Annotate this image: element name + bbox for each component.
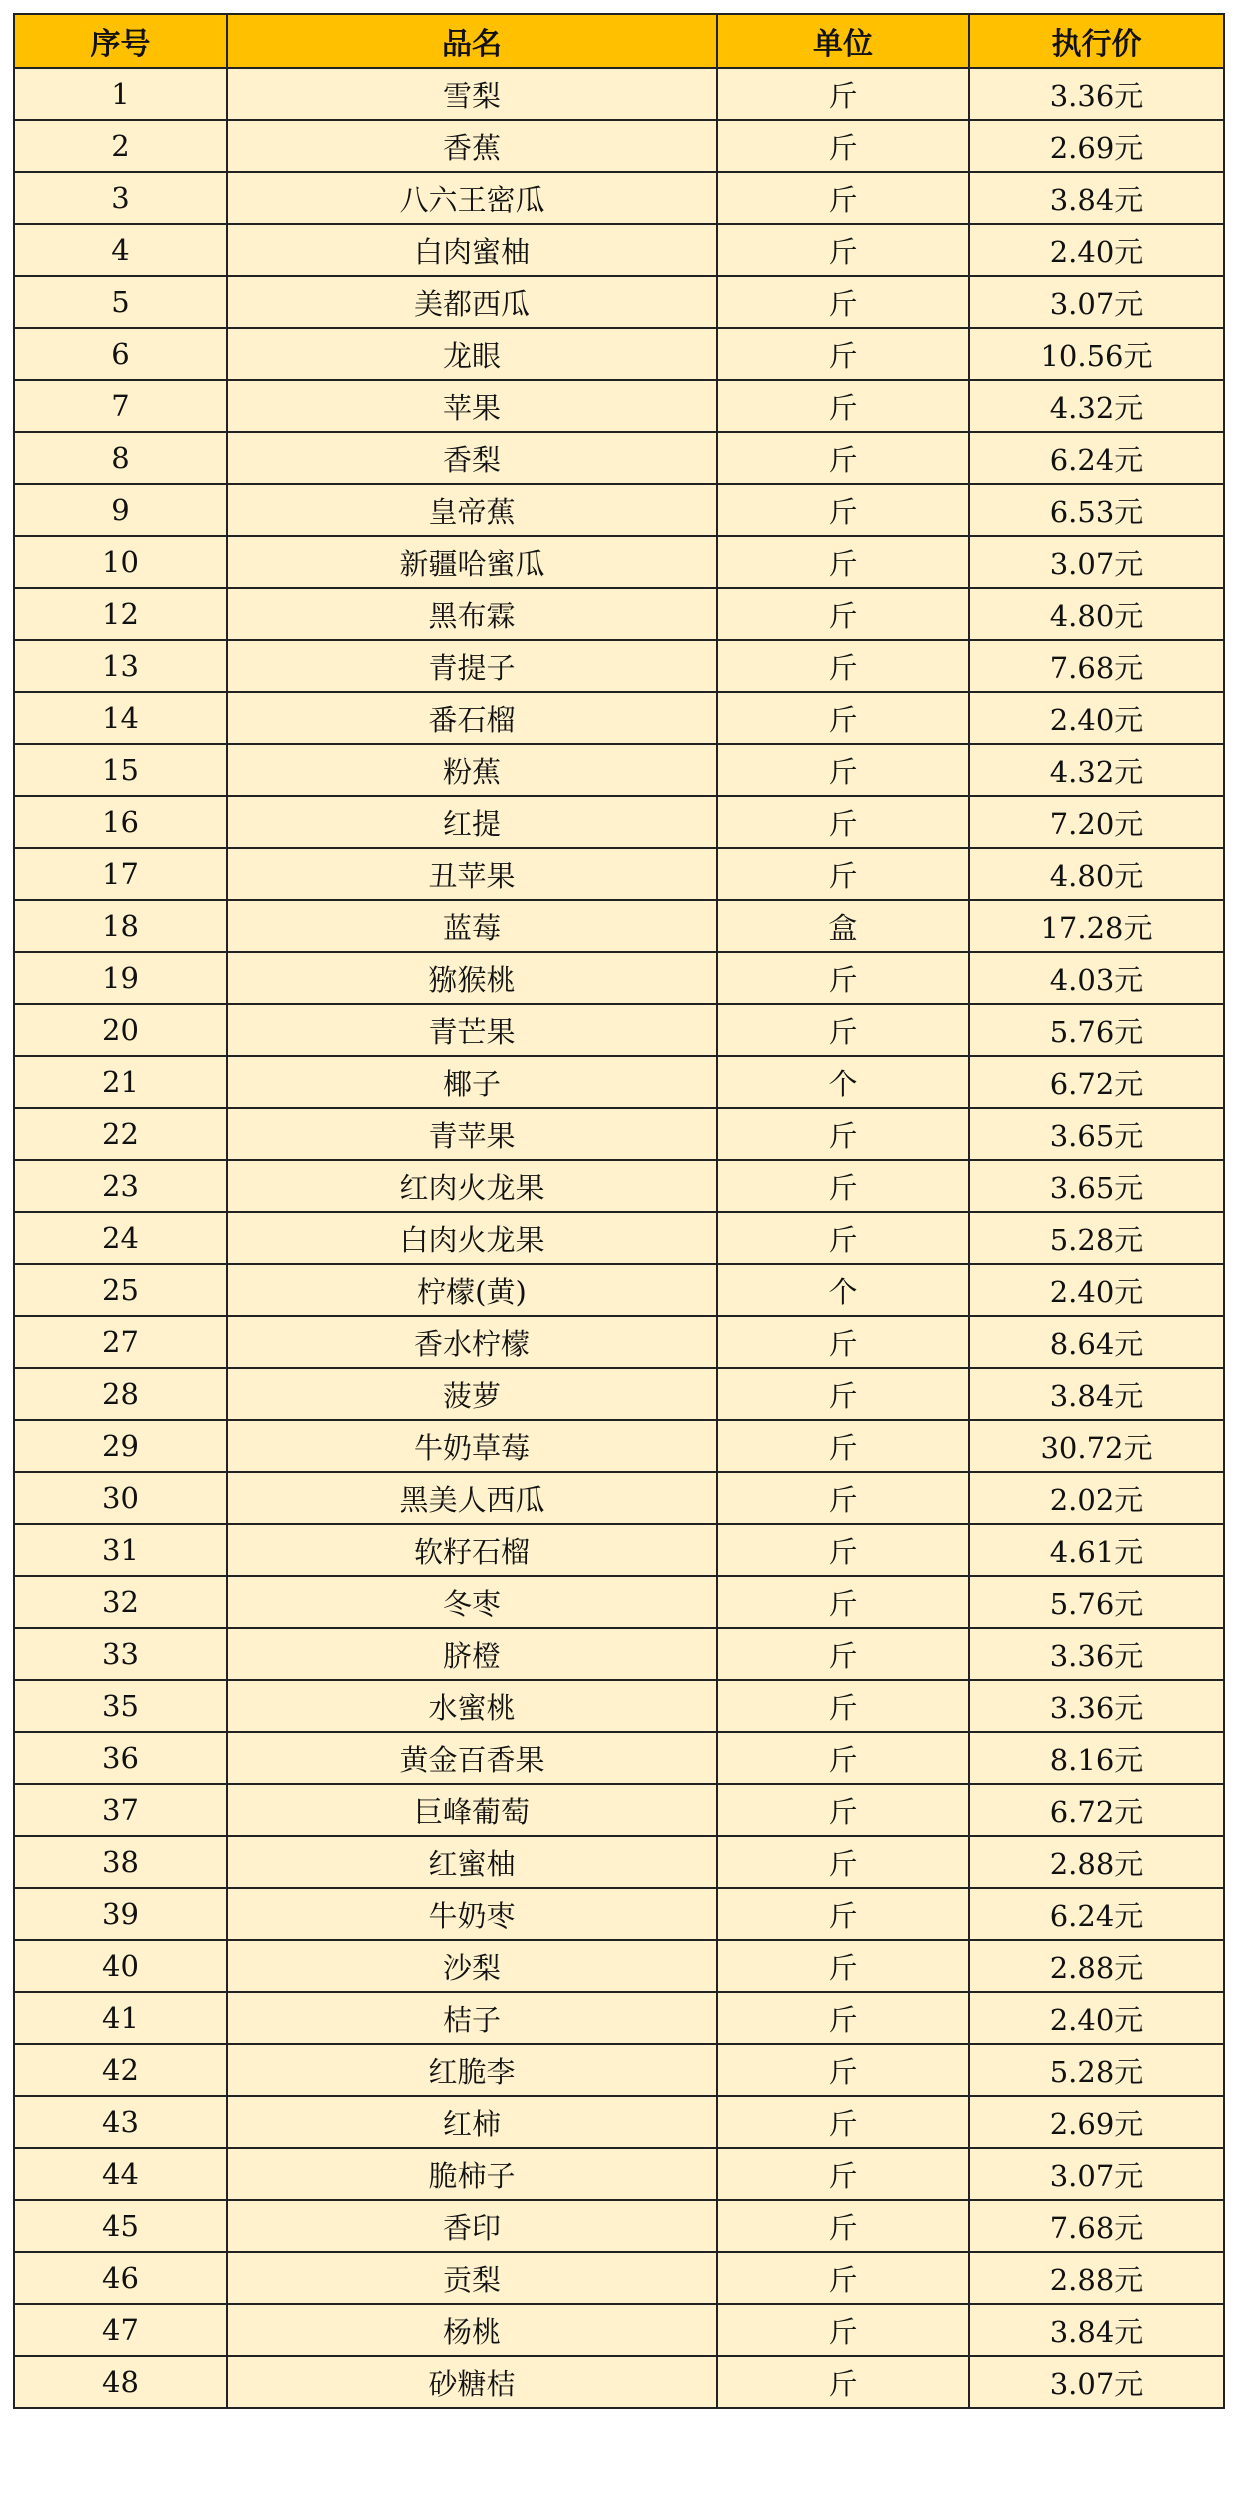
cell-price: 7.20元 <box>969 796 1224 848</box>
cell-index: 44 <box>14 2148 227 2200</box>
cell-unit: 斤 <box>717 1524 969 1576</box>
cell-index: 19 <box>14 952 227 1004</box>
table-row <box>14 2096 1224 2148</box>
cell-name: 巨峰葡萄 <box>227 1784 717 1836</box>
cell-unit: 斤 <box>717 276 969 328</box>
cell-unit: 斤 <box>717 2200 969 2252</box>
cell-price: 2.88元 <box>969 1836 1224 1888</box>
header-price: 执行价 <box>969 14 1224 68</box>
table-row <box>14 328 1224 380</box>
cell-unit: 斤 <box>717 380 969 432</box>
cell-name: 香梨 <box>227 432 717 484</box>
cell-name: 青提子 <box>227 640 717 692</box>
cell-index: 27 <box>14 1316 227 1368</box>
table-row <box>14 692 1224 744</box>
cell-name: 桔子 <box>227 1992 717 2044</box>
table-row <box>14 1108 1224 1160</box>
cell-unit: 斤 <box>717 848 969 900</box>
cell-name: 红蜜柚 <box>227 1836 717 1888</box>
cell-index: 42 <box>14 2044 227 2096</box>
cell-unit: 斤 <box>717 1316 969 1368</box>
cell-price: 3.07元 <box>969 536 1224 588</box>
cell-price: 3.36元 <box>969 1680 1224 1732</box>
cell-unit: 盒 <box>717 900 969 952</box>
price-table <box>13 13 1225 2409</box>
cell-price: 3.65元 <box>969 1160 1224 1212</box>
cell-unit: 个 <box>717 1264 969 1316</box>
cell-unit: 斤 <box>717 1784 969 1836</box>
cell-price: 2.40元 <box>969 1264 1224 1316</box>
table-row <box>14 2148 1224 2200</box>
cell-unit: 斤 <box>717 328 969 380</box>
table-row <box>14 1368 1224 1420</box>
table-row <box>14 952 1224 1004</box>
cell-name: 砂糖桔 <box>227 2356 717 2408</box>
cell-name: 皇帝蕉 <box>227 484 717 536</box>
table-row <box>14 900 1224 952</box>
cell-price: 6.24元 <box>969 1888 1224 1940</box>
cell-price: 8.16元 <box>969 1732 1224 1784</box>
cell-price: 6.72元 <box>969 1056 1224 1108</box>
table-row <box>14 1420 1224 1472</box>
cell-price: 3.07元 <box>969 2356 1224 2408</box>
cell-unit: 斤 <box>717 1160 969 1212</box>
cell-name: 美都西瓜 <box>227 276 717 328</box>
cell-index: 30 <box>14 1472 227 1524</box>
table-row <box>14 484 1224 536</box>
cell-index: 3 <box>14 172 227 224</box>
cell-unit: 斤 <box>717 2356 969 2408</box>
cell-index: 9 <box>14 484 227 536</box>
table-row <box>14 1992 1224 2044</box>
table-row <box>14 172 1224 224</box>
cell-price: 2.69元 <box>969 120 1224 172</box>
table-row <box>14 1732 1224 1784</box>
table-row <box>14 1628 1224 1680</box>
table-row <box>14 1160 1224 1212</box>
cell-price: 4.32元 <box>969 744 1224 796</box>
cell-price: 3.07元 <box>969 276 1224 328</box>
table-row <box>14 1888 1224 1940</box>
cell-name: 杨桃 <box>227 2304 717 2356</box>
cell-price: 3.84元 <box>969 172 1224 224</box>
cell-index: 14 <box>14 692 227 744</box>
cell-index: 32 <box>14 1576 227 1628</box>
table-row <box>14 744 1224 796</box>
cell-name: 香水柠檬 <box>227 1316 717 1368</box>
cell-unit: 斤 <box>717 640 969 692</box>
cell-unit: 斤 <box>717 1420 969 1472</box>
cell-unit: 斤 <box>717 1576 969 1628</box>
table-row <box>14 1576 1224 1628</box>
cell-index: 31 <box>14 1524 227 1576</box>
cell-name: 牛奶枣 <box>227 1888 717 1940</box>
cell-price: 2.88元 <box>969 2252 1224 2304</box>
header-name: 品名 <box>227 14 717 68</box>
cell-name: 香印 <box>227 2200 717 2252</box>
cell-price: 3.84元 <box>969 2304 1224 2356</box>
cell-unit: 斤 <box>717 796 969 848</box>
table-row <box>14 2044 1224 2096</box>
cell-unit: 斤 <box>717 536 969 588</box>
cell-unit: 斤 <box>717 1992 969 2044</box>
cell-index: 47 <box>14 2304 227 2356</box>
cell-unit: 斤 <box>717 2044 969 2096</box>
cell-index: 48 <box>14 2356 227 2408</box>
cell-name: 雪梨 <box>227 68 717 120</box>
cell-name: 白肉火龙果 <box>227 1212 717 1264</box>
cell-index: 40 <box>14 1940 227 1992</box>
table-row <box>14 2252 1224 2304</box>
cell-unit: 斤 <box>717 2304 969 2356</box>
cell-price: 5.76元 <box>969 1576 1224 1628</box>
table-row <box>14 2356 1224 2408</box>
cell-name: 红脆李 <box>227 2044 717 2096</box>
cell-name: 苹果 <box>227 380 717 432</box>
cell-name: 红提 <box>227 796 717 848</box>
cell-price: 2.69元 <box>969 2096 1224 2148</box>
cell-price: 4.32元 <box>969 380 1224 432</box>
cell-unit: 斤 <box>717 1212 969 1264</box>
cell-price: 5.28元 <box>969 2044 1224 2096</box>
cell-price: 4.61元 <box>969 1524 1224 1576</box>
cell-name: 粉蕉 <box>227 744 717 796</box>
table-row <box>14 1524 1224 1576</box>
cell-name: 椰子 <box>227 1056 717 1108</box>
cell-price: 17.28元 <box>969 900 1224 952</box>
cell-name: 水蜜桃 <box>227 1680 717 1732</box>
cell-price: 6.53元 <box>969 484 1224 536</box>
cell-price: 5.76元 <box>969 1004 1224 1056</box>
cell-unit: 斤 <box>717 2252 969 2304</box>
cell-index: 2 <box>14 120 227 172</box>
cell-name: 猕猴桃 <box>227 952 717 1004</box>
cell-price: 3.65元 <box>969 1108 1224 1160</box>
cell-price: 6.72元 <box>969 1784 1224 1836</box>
cell-name: 龙眼 <box>227 328 717 380</box>
cell-name: 贡梨 <box>227 2252 717 2304</box>
cell-index: 28 <box>14 1368 227 1420</box>
cell-name: 菠萝 <box>227 1368 717 1420</box>
table-row <box>14 848 1224 900</box>
cell-index: 39 <box>14 1888 227 1940</box>
cell-unit: 斤 <box>717 588 969 640</box>
cell-name: 八六王密瓜 <box>227 172 717 224</box>
cell-price: 2.40元 <box>969 224 1224 276</box>
cell-unit: 斤 <box>717 1108 969 1160</box>
cell-unit: 斤 <box>717 1732 969 1784</box>
table-row <box>14 1940 1224 1992</box>
cell-index: 6 <box>14 328 227 380</box>
cell-index: 24 <box>14 1212 227 1264</box>
table-row <box>14 432 1224 484</box>
cell-index: 20 <box>14 1004 227 1056</box>
cell-unit: 斤 <box>717 1888 969 1940</box>
cell-index: 10 <box>14 536 227 588</box>
cell-unit: 斤 <box>717 2148 969 2200</box>
cell-price: 2.40元 <box>969 692 1224 744</box>
cell-name: 青苹果 <box>227 1108 717 1160</box>
cell-name: 冬枣 <box>227 1576 717 1628</box>
cell-price: 3.84元 <box>969 1368 1224 1420</box>
cell-index: 17 <box>14 848 227 900</box>
cell-name: 黄金百香果 <box>227 1732 717 1784</box>
table-row <box>14 1056 1224 1108</box>
cell-index: 8 <box>14 432 227 484</box>
table-row <box>14 1316 1224 1368</box>
cell-price: 8.64元 <box>969 1316 1224 1368</box>
cell-index: 16 <box>14 796 227 848</box>
cell-unit: 个 <box>717 1056 969 1108</box>
cell-price: 5.28元 <box>969 1212 1224 1264</box>
cell-index: 37 <box>14 1784 227 1836</box>
table-row <box>14 1004 1224 1056</box>
cell-index: 38 <box>14 1836 227 1888</box>
cell-price: 30.72元 <box>969 1420 1224 1472</box>
cell-price: 4.80元 <box>969 848 1224 900</box>
cell-name: 黑美人西瓜 <box>227 1472 717 1524</box>
header-unit: 单位 <box>717 14 969 68</box>
table-row <box>14 1836 1224 1888</box>
cell-price: 2.88元 <box>969 1940 1224 1992</box>
table-row <box>14 2304 1224 2356</box>
cell-price: 4.80元 <box>969 588 1224 640</box>
cell-unit: 斤 <box>717 744 969 796</box>
cell-index: 43 <box>14 2096 227 2148</box>
table-row <box>14 640 1224 692</box>
cell-price: 3.36元 <box>969 1628 1224 1680</box>
cell-index: 35 <box>14 1680 227 1732</box>
cell-index: 18 <box>14 900 227 952</box>
cell-unit: 斤 <box>717 1472 969 1524</box>
cell-name: 青芒果 <box>227 1004 717 1056</box>
cell-unit: 斤 <box>717 68 969 120</box>
cell-unit: 斤 <box>717 1368 969 1420</box>
table-row <box>14 276 1224 328</box>
table-row <box>14 1784 1224 1836</box>
table-header <box>14 14 1224 68</box>
cell-index: 46 <box>14 2252 227 2304</box>
cell-index: 7 <box>14 380 227 432</box>
cell-index: 15 <box>14 744 227 796</box>
cell-name: 红肉火龙果 <box>227 1160 717 1212</box>
table-row <box>14 1264 1224 1316</box>
cell-name: 白肉蜜柚 <box>227 224 717 276</box>
table-row <box>14 380 1224 432</box>
cell-name: 软籽石榴 <box>227 1524 717 1576</box>
cell-name: 沙梨 <box>227 1940 717 1992</box>
cell-unit: 斤 <box>717 1940 969 1992</box>
cell-unit: 斤 <box>717 692 969 744</box>
cell-unit: 斤 <box>717 2096 969 2148</box>
cell-unit: 斤 <box>717 1004 969 1056</box>
header-row <box>14 14 1224 68</box>
cell-price: 10.56元 <box>969 328 1224 380</box>
cell-name: 牛奶草莓 <box>227 1420 717 1472</box>
cell-unit: 斤 <box>717 224 969 276</box>
cell-name: 柠檬(黄) <box>227 1264 717 1316</box>
cell-index: 29 <box>14 1420 227 1472</box>
cell-unit: 斤 <box>717 432 969 484</box>
cell-index: 4 <box>14 224 227 276</box>
cell-name: 丑苹果 <box>227 848 717 900</box>
cell-unit: 斤 <box>717 1680 969 1732</box>
cell-index: 36 <box>14 1732 227 1784</box>
table-row <box>14 796 1224 848</box>
table-row <box>14 120 1224 172</box>
table-row <box>14 1212 1224 1264</box>
cell-index: 13 <box>14 640 227 692</box>
cell-price: 4.03元 <box>969 952 1224 1004</box>
cell-unit: 斤 <box>717 952 969 1004</box>
cell-unit: 斤 <box>717 1628 969 1680</box>
cell-name: 蓝莓 <box>227 900 717 952</box>
cell-name: 脆柿子 <box>227 2148 717 2200</box>
table-row <box>14 536 1224 588</box>
cell-index: 12 <box>14 588 227 640</box>
cell-index: 23 <box>14 1160 227 1212</box>
cell-unit: 斤 <box>717 1836 969 1888</box>
cell-name: 红柿 <box>227 2096 717 2148</box>
cell-name: 脐橙 <box>227 1628 717 1680</box>
table-row <box>14 588 1224 640</box>
cell-price: 3.07元 <box>969 2148 1224 2200</box>
cell-index: 25 <box>14 1264 227 1316</box>
cell-price: 2.40元 <box>969 1992 1224 2044</box>
header-index: 序号 <box>14 14 227 68</box>
cell-index: 5 <box>14 276 227 328</box>
cell-index: 21 <box>14 1056 227 1108</box>
cell-index: 22 <box>14 1108 227 1160</box>
cell-index: 33 <box>14 1628 227 1680</box>
table-row <box>14 68 1224 120</box>
table-row <box>14 2200 1224 2252</box>
cell-unit: 斤 <box>717 484 969 536</box>
cell-index: 1 <box>14 68 227 120</box>
cell-price: 6.24元 <box>969 432 1224 484</box>
cell-index: 41 <box>14 1992 227 2044</box>
table-row <box>14 1680 1224 1732</box>
cell-unit: 斤 <box>717 120 969 172</box>
cell-index: 45 <box>14 2200 227 2252</box>
cell-name: 香蕉 <box>227 120 717 172</box>
cell-price: 7.68元 <box>969 2200 1224 2252</box>
cell-name: 新疆哈蜜瓜 <box>227 536 717 588</box>
cell-name: 黑布霖 <box>227 588 717 640</box>
cell-price: 7.68元 <box>969 640 1224 692</box>
table-row <box>14 224 1224 276</box>
table-row <box>14 1472 1224 1524</box>
cell-name: 番石榴 <box>227 692 717 744</box>
cell-price: 3.36元 <box>969 68 1224 120</box>
table-body <box>14 68 1224 2408</box>
cell-price: 2.02元 <box>969 1472 1224 1524</box>
cell-unit: 斤 <box>717 172 969 224</box>
